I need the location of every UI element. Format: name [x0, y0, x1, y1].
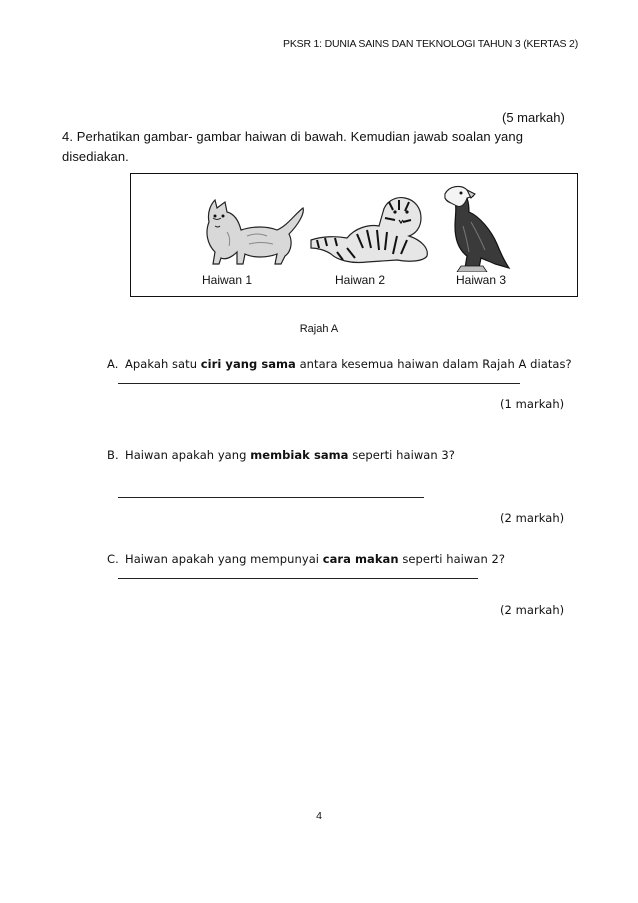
subquestion-text: seperti haiwan 2? — [398, 552, 506, 566]
subquestion-letter: B. — [107, 448, 119, 462]
subquestion-text: antara kesemua haiwan dalam Rajah A diatas? — [295, 357, 572, 371]
animal-label-2: Haiwan 2 — [335, 273, 386, 287]
cat-icon — [197, 192, 307, 266]
answer-line-a[interactable] — [118, 383, 520, 384]
subquestion-bold: ciri yang sama — [200, 357, 296, 371]
figure-caption: Rajah A — [299, 323, 339, 335]
subquestion-c-marks: (2 markah) — [500, 603, 565, 617]
subquestion-bold: membiak sama — [250, 448, 349, 462]
subquestion-b-marks: (2 markah) — [500, 511, 565, 525]
question-4-marks: (5 markah) — [502, 110, 565, 125]
subquestion-bold: cara makan — [322, 552, 399, 566]
answer-line-b[interactable] — [118, 497, 424, 498]
subquestion-letter: C. — [107, 552, 119, 566]
subquestion-c — [107, 552, 505, 566]
animal-label-1: Haiwan 1 — [202, 273, 253, 287]
subquestion-text: seperti haiwan 3? — [348, 448, 455, 462]
animal-label-3: Haiwan 3 — [456, 273, 507, 287]
page-number: 4 — [316, 810, 322, 822]
subquestion-b — [107, 448, 455, 462]
subquestion-a-marks: (1 markah) — [500, 397, 565, 411]
subquestion-text: Apakah satu — [125, 357, 201, 371]
subquestion-text: Haiwan apakah yang — [125, 448, 251, 462]
answer-line-c[interactable] — [118, 578, 478, 579]
eagle-icon — [435, 182, 515, 272]
subquestion-a — [107, 357, 572, 371]
subquestion-text: Haiwan apakah yang mempunyai — [125, 552, 323, 566]
question-4-instruction: 4. Perhatikan gambar- gambar haiwan di bawah. Kemudian jawab soalan yang disediakan. — [62, 129, 524, 164]
subquestion-letter: A. — [107, 357, 119, 371]
tiger-icon — [307, 188, 437, 268]
page-header: PKSR 1: DUNIA SAINS DAN TEKNOLOGI TAHUN 3 (KERTAS 2) — [283, 38, 578, 50]
